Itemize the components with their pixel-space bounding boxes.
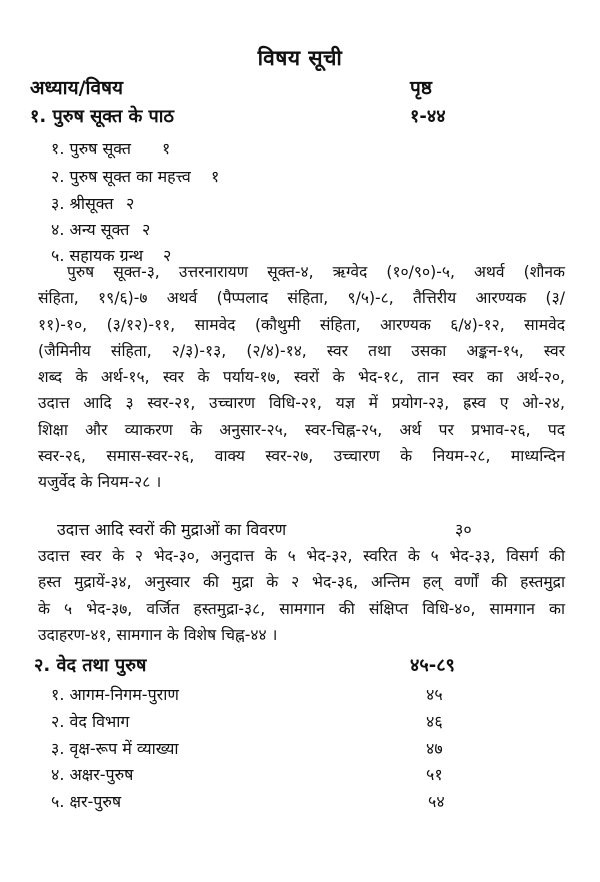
item-label: २. वेद विभाग (51, 712, 130, 731)
chapter-pages: ४५-८९ (410, 655, 455, 676)
column-header-page: पृष्ठ (410, 77, 432, 99)
paragraph-line: ११)-१०, (३/१२)-११, सामवेद (कौथुमी संहिता, आरण्यक ६/४)-१२, सामवेद (38, 315, 565, 334)
paragraph-line: पुरुष सूक्त-३, उत्तरनारायण सूक्त-४, ऋग्वेद (१०/९०)-५, अथर्व (शौनक (67, 263, 565, 281)
paragraph-line: (जैमिनीय संहिता, २/३)-१३, (२/४)-१४, स्वर तथा उसका अङ्कन-१५, स्वर (38, 341, 565, 360)
paragraph-line: शब्द के अर्थ-१५, स्वर के पर्याय-१७, स्वरों के भेद-१८, तान स्वर का अर्थ-२०, (38, 368, 565, 387)
item-page: ४७ (426, 739, 443, 758)
item-label: ४. अन्य सूक्त (51, 220, 130, 239)
paragraph-line: हस्त मुद्रायें-३४, अनुस्वार की मुद्रा के २ भेद-३६, अन्तिम हल् वर्णों की हस्तमुद्रा (38, 573, 565, 592)
item-page: १ (211, 167, 220, 186)
item-label: १. पुरुष सूक्त (51, 139, 131, 158)
list-item (0, 137, 600, 165)
item-page: ५१ (426, 765, 443, 784)
chapter-title: १. पुरुष सूक्त के पाठ (30, 106, 174, 127)
item-page: १ (162, 139, 171, 158)
column-header-chapter: अध्याय/विषय (30, 77, 124, 99)
list-item (0, 710, 600, 738)
paragraph-line: उदात्त आदि ३ स्वर-२१, उच्चारण विधि-२१, यज्ञ में प्रयोग-२३, ह्रस्व ए ओ-२४, (38, 394, 565, 413)
paragraph-line: उदाहरण-४१, सामगान के विशेष चिह्न-४४ । (38, 625, 278, 644)
list-item (0, 737, 600, 765)
chapter-pages: १-४४ (410, 106, 446, 127)
item-page: २ (142, 220, 151, 239)
chapter-title: २. वेद तथा पुरुष (34, 655, 147, 676)
column-header-row (0, 74, 600, 102)
item-label: ५. सहायक ग्रन्थ (51, 246, 144, 265)
item-label: १. आगम-निगम-पुराण (51, 685, 179, 704)
item-page: ५४ (428, 792, 445, 811)
item-page: २ (163, 246, 172, 265)
paragraph-line: शिक्षा और व्याकरण के अनुसार-२५, स्वर-चिह्न-२५, अर्थ पर प्रभाव-२६, पद (38, 420, 565, 439)
item-page: ४५ (426, 685, 443, 704)
paragraph-line: उदात्त स्वर के २ भेद-३०, अनुदात्त के ५ भेद-३२, स्वरित के ५ भेद-३३, विसर्ग की (38, 547, 565, 565)
list-item (0, 165, 600, 193)
paragraph-line: स्वर-२६, समास-स्वर-२६, वाक्य स्वर-२७, उच्चारण के नियम-२८, माध्यन्दिन (38, 447, 565, 466)
paragraph-line: संहिता, १९/६)-७ अथर्व (पैप्पलाद संहिता, ९/५)-८, तैत्तिरीय आरण्यक (३/ (38, 289, 565, 308)
chapter-row (0, 653, 600, 681)
list-item (0, 790, 600, 818)
item-label: ५. क्षर-पुरुष (51, 792, 122, 811)
item-label: ४. अक्षर-पुरुष (51, 765, 134, 784)
item-page: २ (126, 194, 135, 213)
list-item (0, 763, 600, 791)
subheading-page: ३० (455, 520, 472, 539)
paragraph-line: यजुर्वेद के नियम-२८ । (38, 473, 162, 492)
subheading-row (0, 518, 600, 546)
item-label: ३. श्रीसूक्त (51, 194, 114, 213)
subheading-label: उदात्त आदि स्वरों की मुद्राओं का विवरण (57, 520, 287, 539)
list-item (0, 192, 600, 220)
item-label: २. पुरुष सूक्त का महत्त्व (51, 167, 191, 186)
item-page: ४६ (426, 712, 443, 731)
mudra-paragraph (38, 543, 565, 648)
item-label: ३. वृक्ष-रूप में व्याख्या (51, 739, 179, 758)
topics-paragraph (38, 259, 565, 496)
paragraph-line: के ५ भेद-३७, वर्जित हस्तमुद्रा-३८, सामगान की संक्षिप्त विधि-४०, सामगान का (38, 599, 565, 618)
chapter-row (0, 104, 600, 132)
page-title: विषय सूची (257, 46, 343, 70)
list-item (0, 683, 600, 711)
list-item (0, 218, 600, 246)
